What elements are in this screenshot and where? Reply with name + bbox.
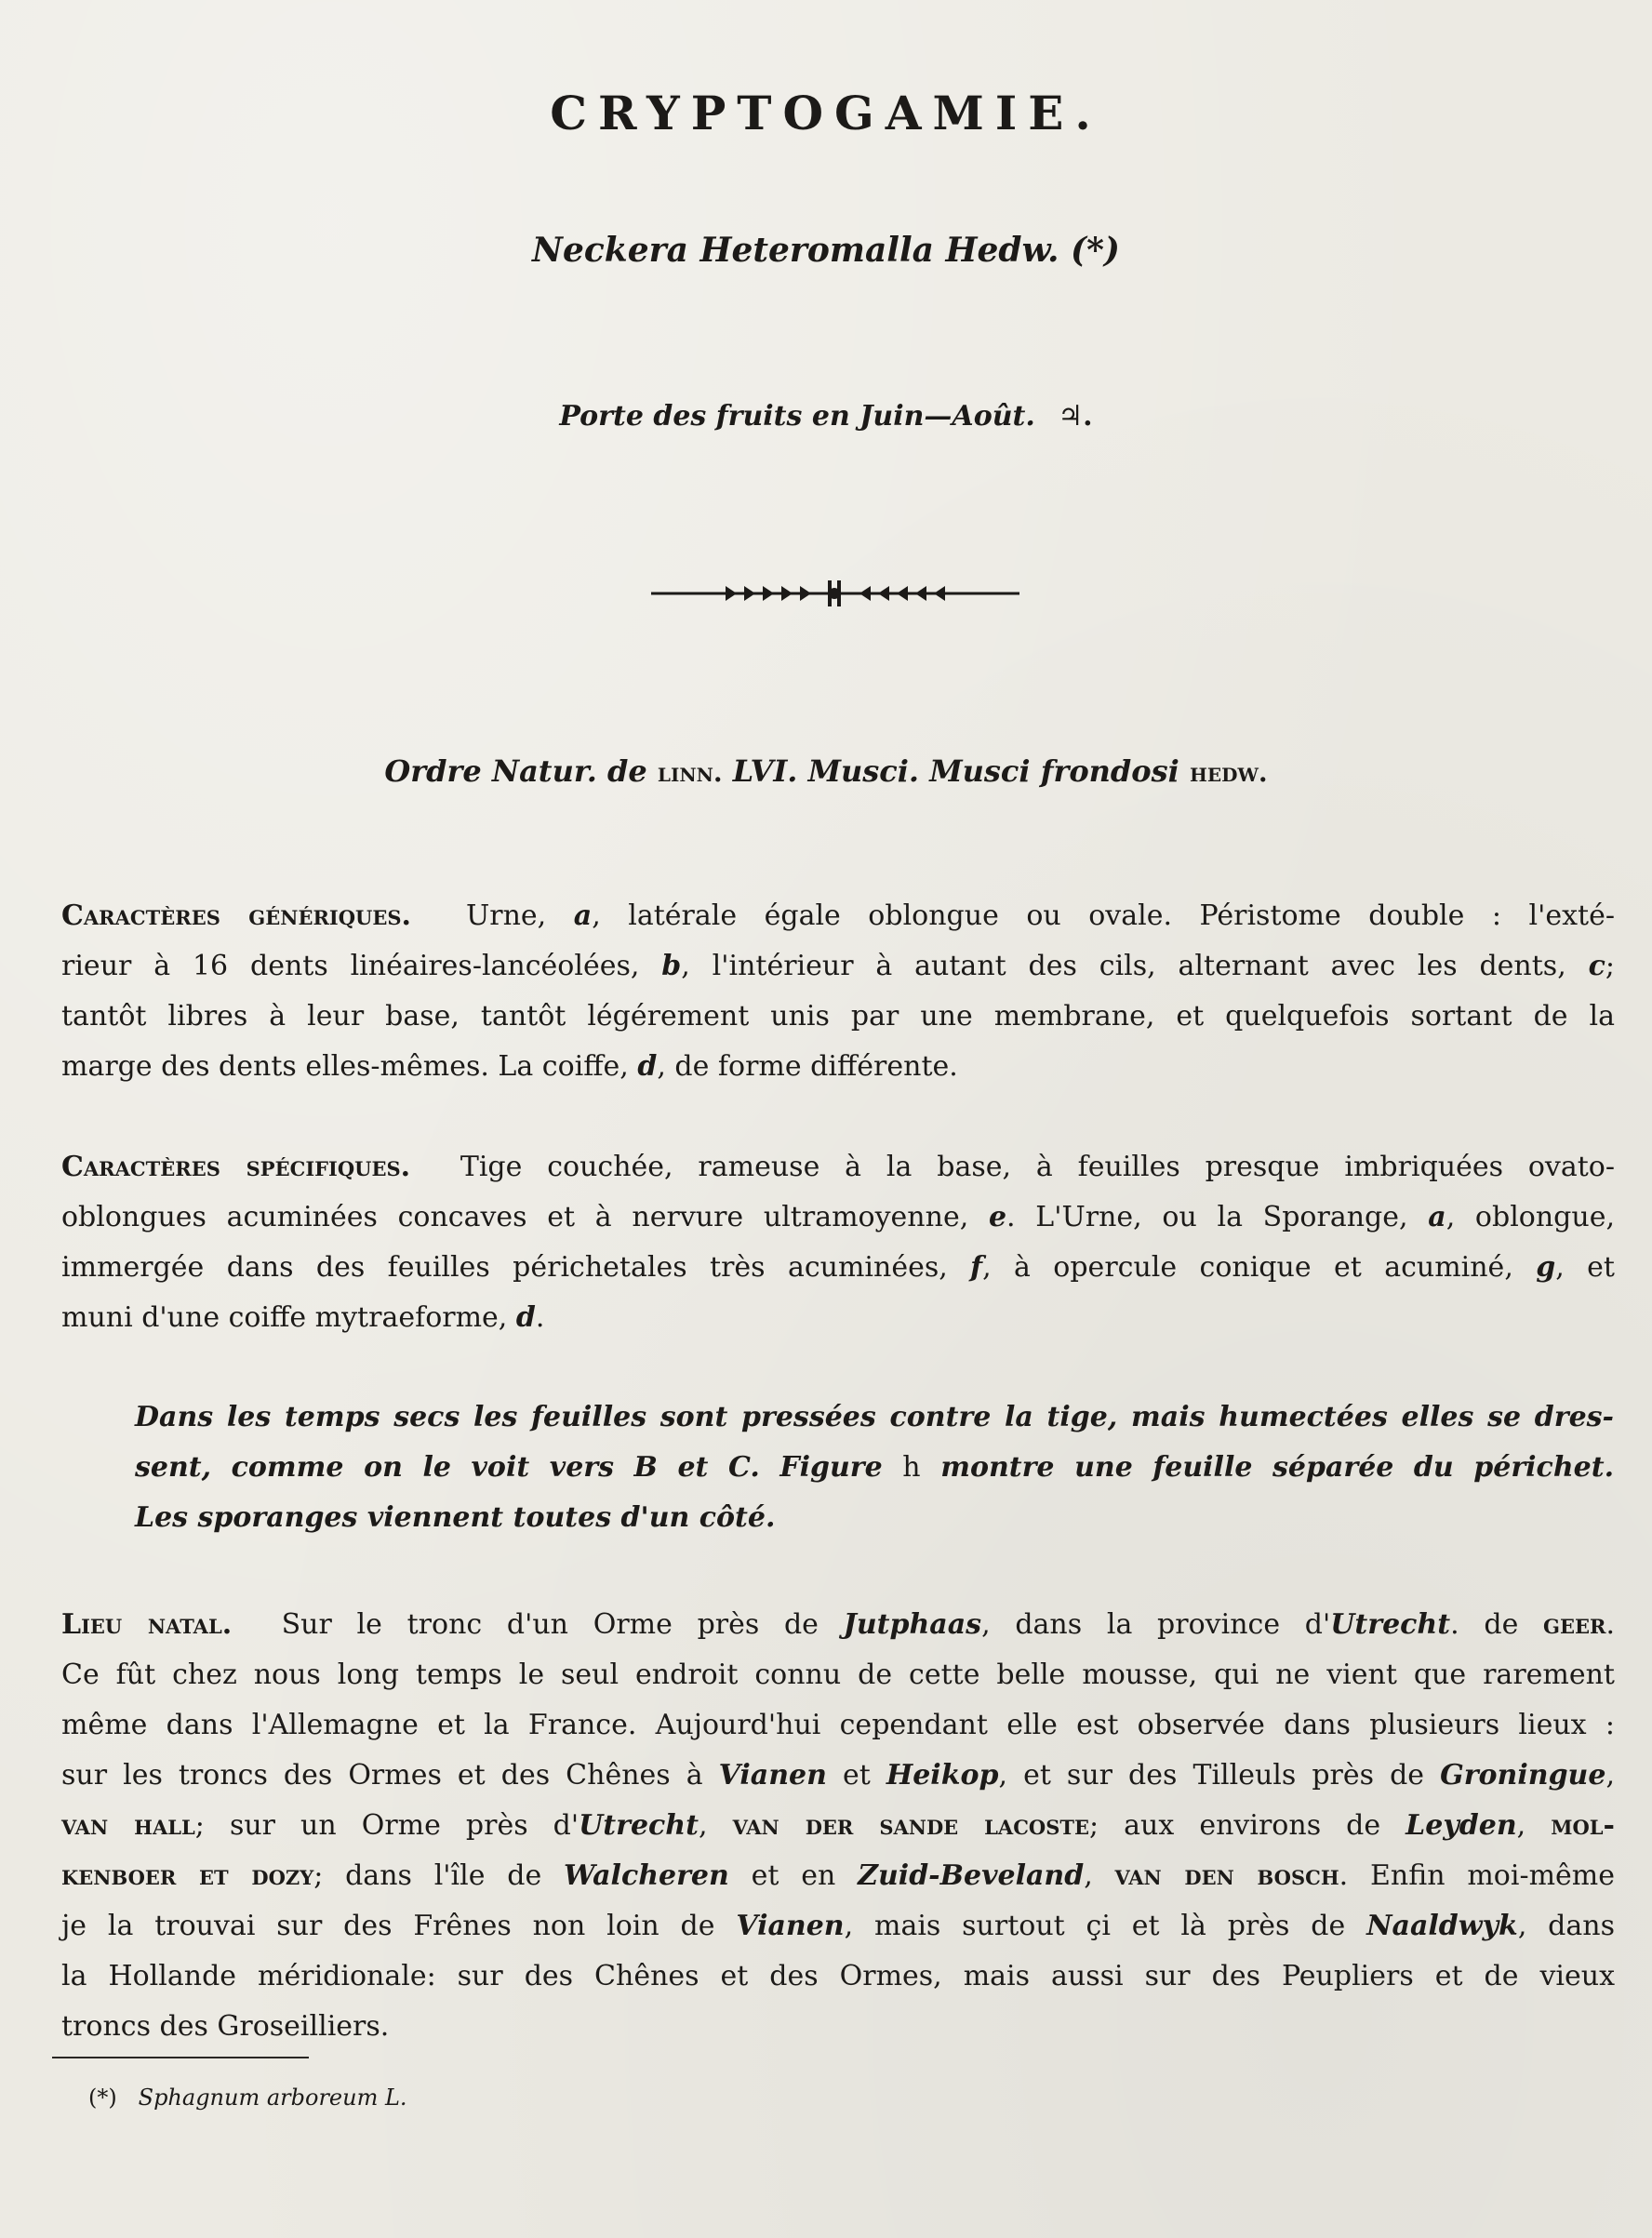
text-run: , [1084,1859,1115,1892]
text-run: , mais surtout çi et là près de [844,1910,1367,1942]
place-name: Utrecht [1330,1608,1451,1641]
place-name: Vianen [718,1759,827,1792]
text-run: Sur le tronc d'un Orme près de [281,1608,844,1641]
text-run: sur les troncs des Ormes et des Chênes à [61,1759,719,1792]
text-run: , et [1555,1251,1615,1284]
footnote-rule [52,2057,309,2058]
figure-letter: a [1428,1201,1446,1233]
figure-letter: g [1536,1251,1556,1284]
habitat-heading: Lieu natal. [61,1608,233,1641]
figure-letter: h [902,1451,921,1484]
text-run: , [1605,1759,1615,1792]
text-run: , de forme différente. [657,1050,958,1083]
text-run: muni d'une coiffe mytraeforme, [61,1301,516,1334]
footnote-text: Sphagnum arboreum L. [138,2085,407,2111]
figure-letter: a [573,899,593,932]
figure-letter: d [637,1050,658,1083]
text-run: oblongues acuminées concaves et à nervure ultramoyenne, [61,1201,989,1233]
fruiting-period [0,400,1652,433]
text-run: , [698,1809,733,1842]
figure-letter: f [970,1251,983,1284]
text-run: et en [728,1859,859,1892]
order-text-1: Ordre Natur. de [384,753,647,789]
text-run: , l'intérieur à autant des cils, alternant avec les dents, [681,950,1589,982]
text-run: , latérale égale oblongue ou ovale. Péristome double : l'exté- [592,899,1615,932]
text-run: Urne, [465,899,574,932]
generic-heading: Caractères génériques. [61,899,411,932]
text-run: . Enfin moi-même [1339,1859,1615,1892]
text-run: . [535,1301,545,1334]
text-run: sent, comme on le voit vers B et C. Figure [135,1451,883,1484]
place-name: Utrecht [579,1809,699,1842]
text-run: , dans [1517,1910,1615,1942]
text-run: , oblongue, [1446,1201,1615,1233]
place-name: Jutphaas [843,1608,982,1641]
text-run: et [826,1759,886,1792]
text-run: ; dans l'île de [313,1859,565,1892]
author-name: van der sande lacoste [732,1809,1090,1842]
note-line: Les sporanges viennent toutes d'un côté. [135,1501,776,1534]
figure-letter: e [988,1201,1007,1233]
place-name: Walcheren [564,1859,729,1892]
text-run: ; [1605,950,1615,982]
specific-heading: Caractères spécifiques. [61,1151,411,1183]
place-name: Naaldwyk [1366,1910,1518,1942]
text-run: ; sur un Orme près d' [194,1809,580,1842]
place-name: Heikop [886,1759,999,1792]
specific-characters-paragraph [61,1142,1615,1343]
text-run: marge des dents elles-mêmes. La coiffe, [61,1050,638,1083]
author-name: geer [1543,1608,1606,1641]
ornament-divider-icon [651,575,1019,612]
author-name: van hall [61,1809,195,1842]
text-run: je la trouvai sur des Frênes non loin de [61,1910,737,1942]
order-text-2: LVI. Musci. Musci frondosi [732,753,1179,789]
footnote [88,2085,407,2111]
text-run: montre une feuille séparée du périchet. [940,1451,1615,1484]
place-name: Leyden [1406,1809,1517,1842]
text-run: Tige couchée, rameuse à la base, à feuilles presque imbriquées ovato- [460,1151,1615,1183]
natural-order-line [0,753,1652,789]
habitat-paragraph [61,1600,1615,2052]
text-run: Ce fût chez nous long temps le seul endroit connu de cette belle mousse, qui ne vient que rarement [61,1659,1615,1691]
place-name: Vianen [736,1910,845,1942]
text-run: troncs des Groseilliers. [61,2010,390,2043]
text-run: tantôt libres à leur base, tantôt légérement unis par une membrane, et quelquefois sortant de la [61,1000,1615,1032]
order-hedw: hedw. [1189,757,1268,788]
order-linn: linn. [657,757,723,788]
note-line: Dans les temps secs les feuilles sont pressées contre la tige, mais humectées elles se dres- [135,1401,1614,1433]
page-title: CRYPTOGAMIE. [550,86,1102,140]
author-name: van den bosch [1114,1859,1339,1892]
text-run: , dans la province d' [981,1608,1331,1641]
fruiting-text: Porte des fruits en Juin—Août. [559,400,1035,433]
figure-letter: b [661,950,682,982]
text-run: rieur à 16 dents linéaires-lancéolées, [61,950,662,982]
species-heading: Neckera Heteromalla Hedw. (*) [532,231,1120,270]
text-run: la Hollande méridionale: sur des Chênes et des Ormes, mais aussi sur des Peupliers et de vieux [61,1960,1615,1992]
observation-note [135,1392,1614,1543]
text-run: , à opercule conique et acuminé, [982,1251,1537,1284]
figure-letter: d [515,1301,536,1334]
place-name: Groningue [1440,1759,1606,1792]
text-run: ; aux environs de [1089,1809,1406,1842]
text-run: même dans l'Allemagne et la France. Aujourd'hui cependant elle est observée dans plusieurs lieux : [61,1709,1615,1741]
place-name: Zuid-Beveland [858,1859,1085,1892]
text-run: , [1516,1809,1552,1842]
text-run: . de [1450,1608,1544,1641]
perennial-symbol: ♃. [1058,400,1093,433]
author-name: mol- [1551,1809,1616,1842]
figure-letter: c [1588,950,1605,982]
text-run: . [1605,1608,1615,1641]
text-run: , et sur des Tilleuls près de [998,1759,1441,1792]
generic-characters-paragraph [61,891,1615,1092]
footnote-marker: (*) [88,2085,117,2111]
author-name: kenboer et dozy [61,1859,314,1892]
text-run: immergée dans des feuilles périchetales très acuminées, [61,1251,971,1284]
text-run: . L'Urne, ou la Sporange, [1006,1201,1429,1233]
